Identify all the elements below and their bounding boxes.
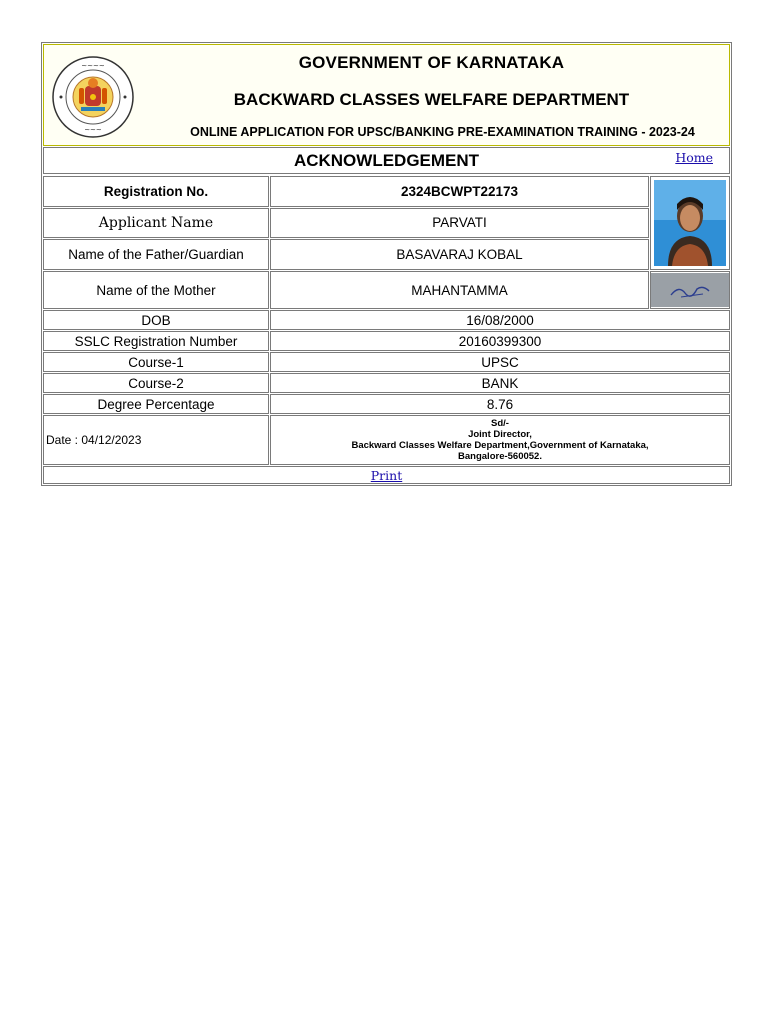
table-row bbox=[43, 331, 730, 351]
table-row bbox=[43, 415, 730, 465]
date-text: Date : 04/12/2023 bbox=[43, 415, 269, 465]
print-link[interactable]: Print bbox=[370, 467, 403, 483]
acknowledgement-form bbox=[41, 42, 732, 486]
table-row bbox=[43, 352, 730, 372]
acknowledgement-bar bbox=[43, 147, 730, 174]
father-name-label: Name of the Father/Guardian bbox=[43, 239, 269, 270]
svg-text:~~~: ~~~ bbox=[84, 126, 102, 134]
applicant-signature-icon bbox=[651, 273, 729, 307]
photo-cell bbox=[650, 176, 730, 270]
table-row bbox=[43, 310, 730, 330]
dob-value: 16/08/2000 bbox=[270, 310, 730, 330]
course1-label: Course-1 bbox=[43, 352, 269, 372]
home-link[interactable]: Home bbox=[675, 150, 713, 165]
degree-label: Degree Percentage bbox=[43, 394, 269, 414]
degree-value: 8.76 bbox=[270, 394, 730, 414]
table-row bbox=[43, 394, 730, 414]
applicant-name-label: Applicant Name bbox=[43, 208, 269, 239]
sign-designation: Joint Director, bbox=[468, 429, 532, 440]
header-application-title: ONLINE APPLICATION FOR UPSC/BANKING PRE-EXAMINATION TRAINING - 2023-24 bbox=[190, 125, 695, 139]
sslc-value: 20160399300 bbox=[270, 331, 730, 351]
acknowledgement-title: ACKNOWLEDGEMENT bbox=[293, 151, 480, 170]
course2-value: BANK bbox=[270, 373, 730, 393]
table-row bbox=[43, 208, 730, 239]
table-row bbox=[43, 176, 730, 207]
table-row bbox=[43, 373, 730, 393]
print-cell bbox=[43, 466, 730, 484]
applicant-name-value: PARVATI bbox=[270, 208, 649, 239]
details-table bbox=[42, 175, 731, 485]
table-row bbox=[43, 466, 730, 484]
dob-label: DOB bbox=[43, 310, 269, 330]
registration-value: 2324BCWPT22173 bbox=[270, 176, 649, 207]
sign-department: Backward Classes Welfare Department,Government of Karnataka, bbox=[351, 440, 649, 451]
sslc-label: SSLC Registration Number bbox=[43, 331, 269, 351]
mother-name-label: Name of the Mother bbox=[43, 271, 269, 309]
karnataka-emblem-seal-icon bbox=[51, 55, 135, 139]
signature-block bbox=[270, 415, 730, 465]
registration-label: Registration No. bbox=[43, 176, 269, 207]
course1-value: UPSC bbox=[270, 352, 730, 372]
signature-cell bbox=[650, 271, 730, 309]
father-name-value: BASAVARAJ KOBAL bbox=[270, 239, 649, 270]
sign-address: Bangalore-560052. bbox=[458, 451, 542, 462]
page-header bbox=[43, 44, 730, 146]
header-department-title: BACKWARD CLASSES WELFARE DEPARTMENT bbox=[233, 90, 630, 109]
table-row bbox=[43, 271, 730, 309]
applicant-photo-icon bbox=[654, 180, 726, 266]
svg-text:~~~~: ~~~~ bbox=[81, 62, 105, 70]
mother-name-value: MAHANTAMMA bbox=[270, 271, 649, 309]
table-row bbox=[43, 239, 730, 270]
header-government-title: GOVERNMENT OF KARNATAKA bbox=[298, 53, 565, 72]
sign-sd: Sd/- bbox=[491, 418, 509, 429]
course2-label: Course-2 bbox=[43, 373, 269, 393]
